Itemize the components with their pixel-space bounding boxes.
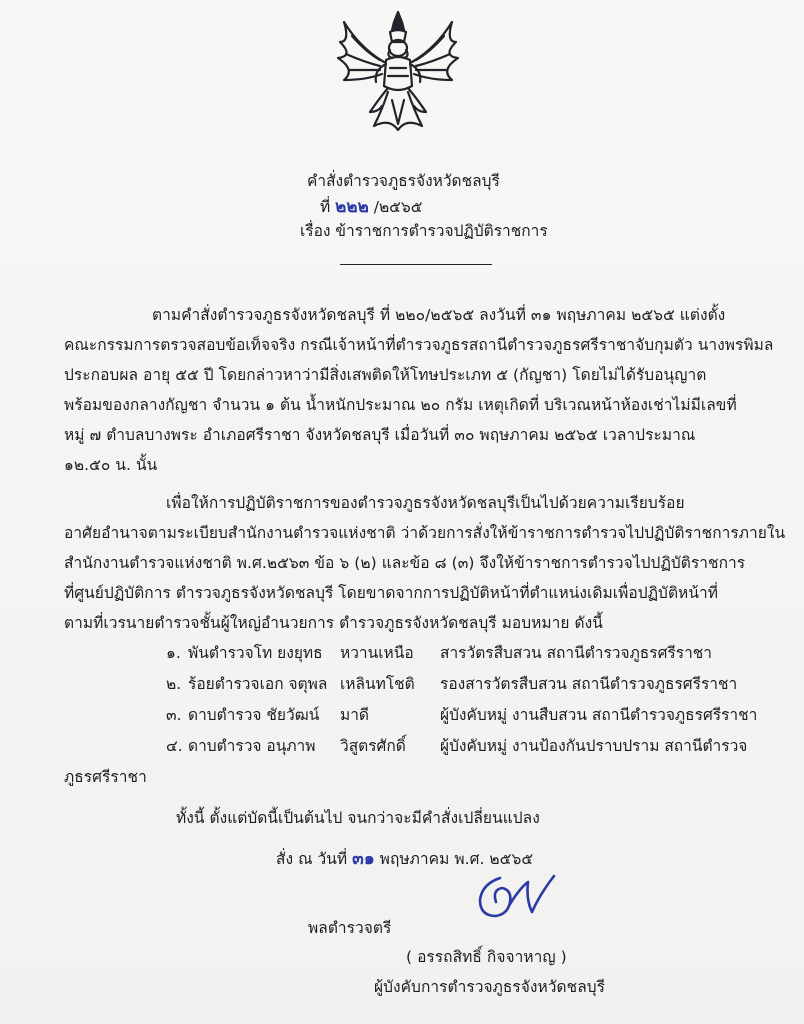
officer-position: ผู้บังคับหมู่ งานป้องกันปราบปราม สถานีตำรวจ [440, 737, 748, 755]
officer-rank-name: ดาบตำรวจ อนุภาพ [188, 737, 316, 755]
order-number-suffix: /๒๕๖๕ [373, 198, 423, 216]
header-divider [340, 264, 492, 265]
paragraph2-line: สำนักงานตำรวจแห่งชาติ พ.ศ.๒๕๖๓ ข้อ ๖ (๒) และข้อ ๘ (๓) จึงให้ข้าราชการตำรวจไปปฏิบัติราชการ [64, 554, 746, 572]
order-date-day-handwritten: ๓๑ [352, 849, 375, 869]
order-subject: เรื่อง ข้าราชการตำรวจปฏิบัติราชการ [300, 222, 548, 240]
order-number-handwritten: ๒๒๒ [335, 197, 369, 217]
order-date-suffix: พฤษภาคม พ.ศ. ๒๕๖๕ [379, 850, 534, 868]
order-number [320, 193, 422, 220]
officer-position-continuation: ภูธรศรีราชา [64, 768, 147, 786]
officer-position: สารวัตรสืบสวน สถานีตำรวจภูธรศรีราชา [440, 644, 713, 662]
officer-number: ๑. [166, 644, 181, 662]
effective-clause: ทั้งนี้ ตั้งแต่บัดนี้เป็นต้นไป จนกว่าจะมีคำสั่งเปลี่ยนแปลง [176, 809, 540, 827]
officer-surname: เหลินทโชติ [340, 675, 415, 693]
officer-rank-name: ดาบตำรวจ ชัยวัฒน์ [188, 706, 320, 724]
paragraph1-line: ตามคำสั่งตำรวจภูธรจังหวัดชลบุรี ที่ ๒๒๐/๒๕๖๕ ลงวันที่ ๓๑ พฤษภาคม ๒๕๖๕ แต่งตั้ง [152, 306, 726, 324]
officer-rank-name: พันตำรวจโท ยงยุทธ [188, 644, 323, 662]
officer-rank-name: ร้อยตำรวจเอก จตุพล [188, 675, 328, 693]
paragraph1-line: คณะกรรมการตรวจสอบข้อเท็จจริง กรณีเจ้าหน้าที่ตำรวจภูธรสถานีตำรวจภูธรศรีราชาจับกุมตัว นางพรพิมล [64, 336, 774, 354]
paragraph2-line: ตามที่เวรนายตำรวจชั้นผู้ใหญ่อำนวยการ ตำรวจภูธรจังหวัดชลบุรี มอบหมาย ดังนี้ [64, 614, 603, 632]
officer-surname: วิสูตรศักดิ์ [340, 737, 406, 755]
officer-surname: หวานเหนือ [340, 644, 414, 662]
officer-surname: มาดี [340, 706, 369, 724]
garuda-emblem-icon [330, 8, 466, 134]
officer-number: ๒. [166, 675, 182, 693]
signatory-name: ( อรรถสิทธิ์ กิจจาหาญ ) [406, 948, 567, 966]
order-number-prefix: ที่ [320, 198, 331, 216]
officer-position: รองสารวัตรสืบสวน สถานีตำรวจภูธรศรีราชา [440, 675, 738, 693]
paragraph1-line: หมู่ ๗ ตำบลบางพระ อำเภอศรีราชา จังหวัดชลบุรี เมื่อวันที่ ๓๐ พฤษภาคม ๒๕๖๕ เวลาประมาณ [64, 426, 696, 444]
officer-position: ผู้บังคับหมู่ งานสืบสวน สถานีตำรวจภูธรศรีราชา [440, 706, 758, 724]
paragraph1-line: ประกอบผล อายุ ๕๕ ปี โดยกล่าวหาว่ามีสิ่งเสพติดให้โทษประเภท ๕ (กัญชา) โดยไม่ได้รับอนุญาต [64, 366, 707, 384]
paragraph1-line: ๑๒.๕๐ น. นั้น [64, 456, 158, 474]
paragraph1-line: พร้อมของกลางกัญชา จำนวน ๑ ต้น น้ำหนักประมาณ ๒๐ กรัม เหตุเกิดที่ บริเวณหน้าห้องเช่าไม่มีเลขที่ [64, 396, 737, 414]
paragraph2-line: เพื่อให้การปฏิบัติราชการของตำรวจภูธรจังหวัดชลบุรีเป็นไปด้วยความเรียบร้อย [166, 494, 685, 512]
paragraph2-line: ที่ศูนย์ปฏิบัติการ ตำรวจภูธรจังหวัดชลบุรี โดยขาดจากการปฏิบัติหน้าที่ตำแหน่งเดิมเพื่อปฏิบัติหน้าที่ [64, 584, 718, 602]
order-date-prefix: สั่ง ณ วันที่ [276, 850, 348, 868]
officer-number: ๓. [166, 706, 182, 724]
paragraph2-line: อาศัยอำนาจตามระเบียบสำนักงานตำรวจแห่งชาติ ว่าด้วยการสั่งให้ข้าราชการตำรวจไปปฏิบัติราชการภายใน [64, 524, 786, 542]
signature-mark [470, 866, 560, 928]
order-title: คำสั่งตำรวจภูธรจังหวัดชลบุรี [307, 172, 500, 190]
signatory-rank: พลตำรวจตรี [308, 919, 392, 937]
signatory-position: ผู้บังคับการตำรวจภูธรจังหวัดชลบุรี [374, 978, 606, 996]
officer-number: ๔. [166, 737, 183, 755]
